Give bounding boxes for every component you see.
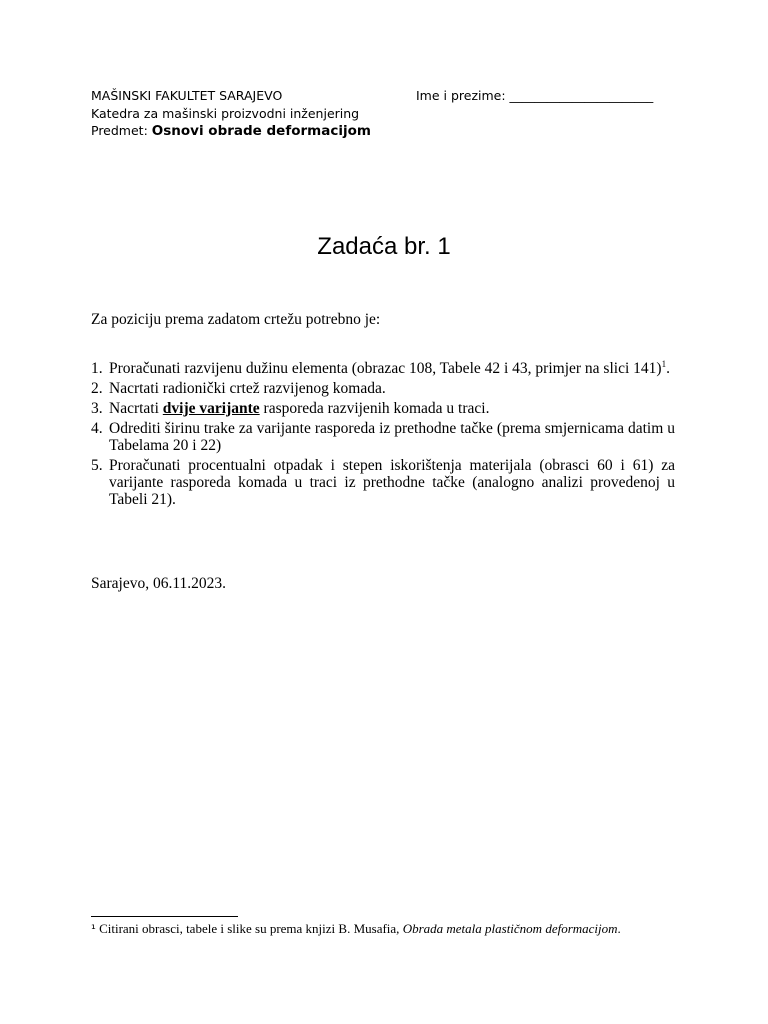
footnote-ref: 1 — [661, 358, 667, 369]
task-text-end: . — [666, 360, 670, 377]
subject-name: Osnovi obrade deformacijom — [151, 123, 371, 139]
task-text: Proračunati razvijenu dužinu elementa (obrazac 108, Tabele 42 i 43, primjer na slici 141) — [109, 360, 662, 377]
faculty-name: MAŠINSKI FAKULTET SARAJEVO — [91, 88, 283, 103]
task-text: Nacrtati radionički crtež razvijenog komada. — [109, 380, 386, 397]
subject-label: Predmet: — [91, 123, 152, 138]
department-name: Katedra za mašinski proizvodni inženjering — [91, 106, 360, 121]
task-number: 5. — [91, 457, 103, 474]
footnote-end: . — [617, 921, 621, 936]
task-item-4 — [91, 420, 675, 454]
name-field: Ime i prezime: _______________________ — [416, 88, 654, 103]
date-line: Sarajevo, 06.11.2023. — [91, 575, 227, 592]
task-item-3 — [91, 400, 675, 417]
task-item-5 — [91, 457, 675, 508]
intro-text: Za poziciju prema zadatom crtežu potrebno je: — [91, 311, 381, 328]
footnote — [91, 921, 621, 937]
task-text: Proračunati procentualni otpadak i stepen iskorištenja materijala (obrasci 60 i 61) za varijante rasporeda komada u traci iz prethodne tačke (analogno analizi provedenoj u Tabeli 21). — [109, 457, 675, 508]
footnote-mark: ¹ — [91, 922, 96, 936]
task-emphasis: dvije varijante — [162, 400, 260, 417]
task-item-2 — [91, 380, 675, 397]
task-text-end: rasporeda razvijenih komada u traci. — [259, 400, 490, 417]
task-item-1 — [91, 360, 675, 377]
task-text: Odrediti širinu trake za varijante rasporeda iz prethodne tačke (prema smjernicama datim u Tabelama 20 i 22) — [109, 420, 675, 454]
footnote-text: Citirani obrasci, tabele i slike su prema knjizi B. Musafia, — [95, 921, 403, 936]
task-number: 2. — [91, 380, 103, 397]
task-number: 1. — [91, 360, 103, 377]
document-title: Zadaća br. 1 — [317, 233, 451, 260]
task-list — [91, 360, 675, 511]
footnote-separator — [91, 916, 238, 917]
footnote-book-title: Obrada metala plastičnom deformacijom — [402, 921, 618, 936]
task-number: 3. — [91, 400, 103, 417]
task-number: 4. — [91, 420, 103, 437]
subject-line — [91, 122, 371, 140]
task-text-start: Nacrtati — [109, 400, 163, 417]
